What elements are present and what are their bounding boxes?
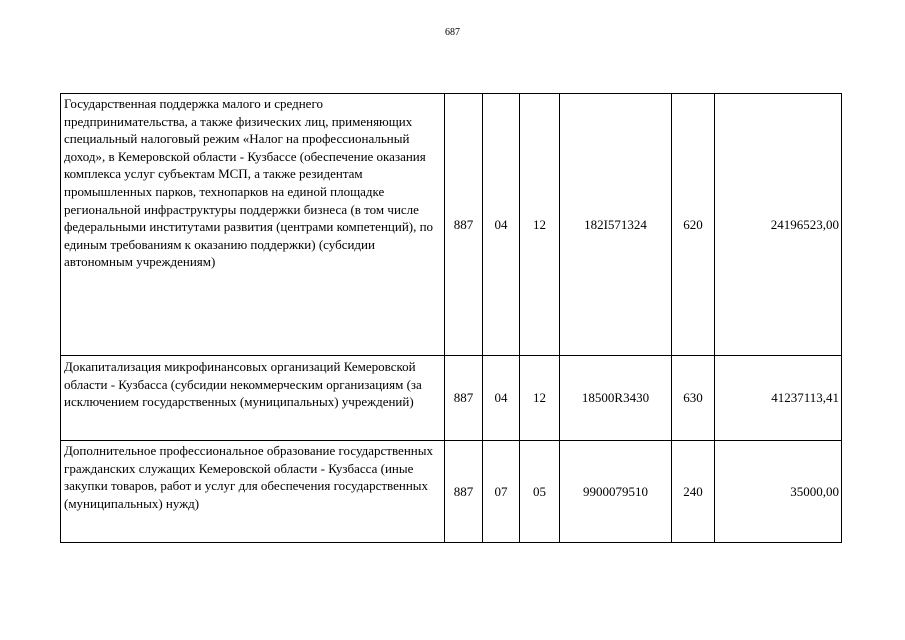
section-code-cell: 07 bbox=[483, 441, 520, 543]
subsection-code-cell: 12 bbox=[520, 356, 560, 441]
amount-cell: 35000,00 bbox=[715, 441, 842, 543]
expense-type-code-cell: 240 bbox=[672, 441, 715, 543]
subsection-code-cell: 05 bbox=[520, 441, 560, 543]
table-row bbox=[61, 94, 842, 356]
target-article-code-cell: 182I571324 bbox=[560, 94, 672, 356]
budget-table bbox=[60, 93, 842, 543]
section-code-cell: 04 bbox=[483, 356, 520, 441]
row-name-cell: Дополнительное профессиональное образование государственных гражданских служащих Кемеровской области - Кузбасса (иные закупки товаров, работ и услуг для обеспечения государственных (муниципальных) нужд) bbox=[61, 441, 445, 543]
department-code-cell: 887 bbox=[445, 441, 483, 543]
section-code-cell: 04 bbox=[483, 94, 520, 356]
expense-type-code-cell: 630 bbox=[672, 356, 715, 441]
table-row bbox=[61, 356, 842, 441]
target-article-code-cell: 9900079510 bbox=[560, 441, 672, 543]
row-name-cell: Докапитализация микрофинансовых организаций Кемеровской области - Кузбасса (субсидии некоммерческим организациям (за исключением государственных (муниципальных) учреждений) bbox=[61, 356, 445, 441]
expense-type-code-cell: 620 bbox=[672, 94, 715, 356]
department-code-cell: 887 bbox=[445, 94, 483, 356]
target-article-code-cell: 18500R3430 bbox=[560, 356, 672, 441]
amount-cell: 41237113,41 bbox=[715, 356, 842, 441]
table-row bbox=[61, 441, 842, 543]
row-name-cell: Государственная поддержка малого и среднего предпринимательства, а также физических лиц, применяющих специальный налоговый режим «Налог на профессиональный доход», в Кемеровской области - Кузбассе (обеспечение оказания комплекса услуг субъектам МСП, а также резидентам промышленных парков, технопарков на единой площадке региональной инфраструктуры поддержки бизнеса (в том числе федеральными институтами развития (центрами компетенций), по единым требованиям к оказанию поддержки) (субсидии автономным учреждениям) bbox=[61, 94, 445, 356]
amount-cell: 24196523,00 bbox=[715, 94, 842, 356]
subsection-code-cell: 12 bbox=[520, 94, 560, 356]
page-number: 687 bbox=[445, 27, 460, 38]
department-code-cell: 887 bbox=[445, 356, 483, 441]
